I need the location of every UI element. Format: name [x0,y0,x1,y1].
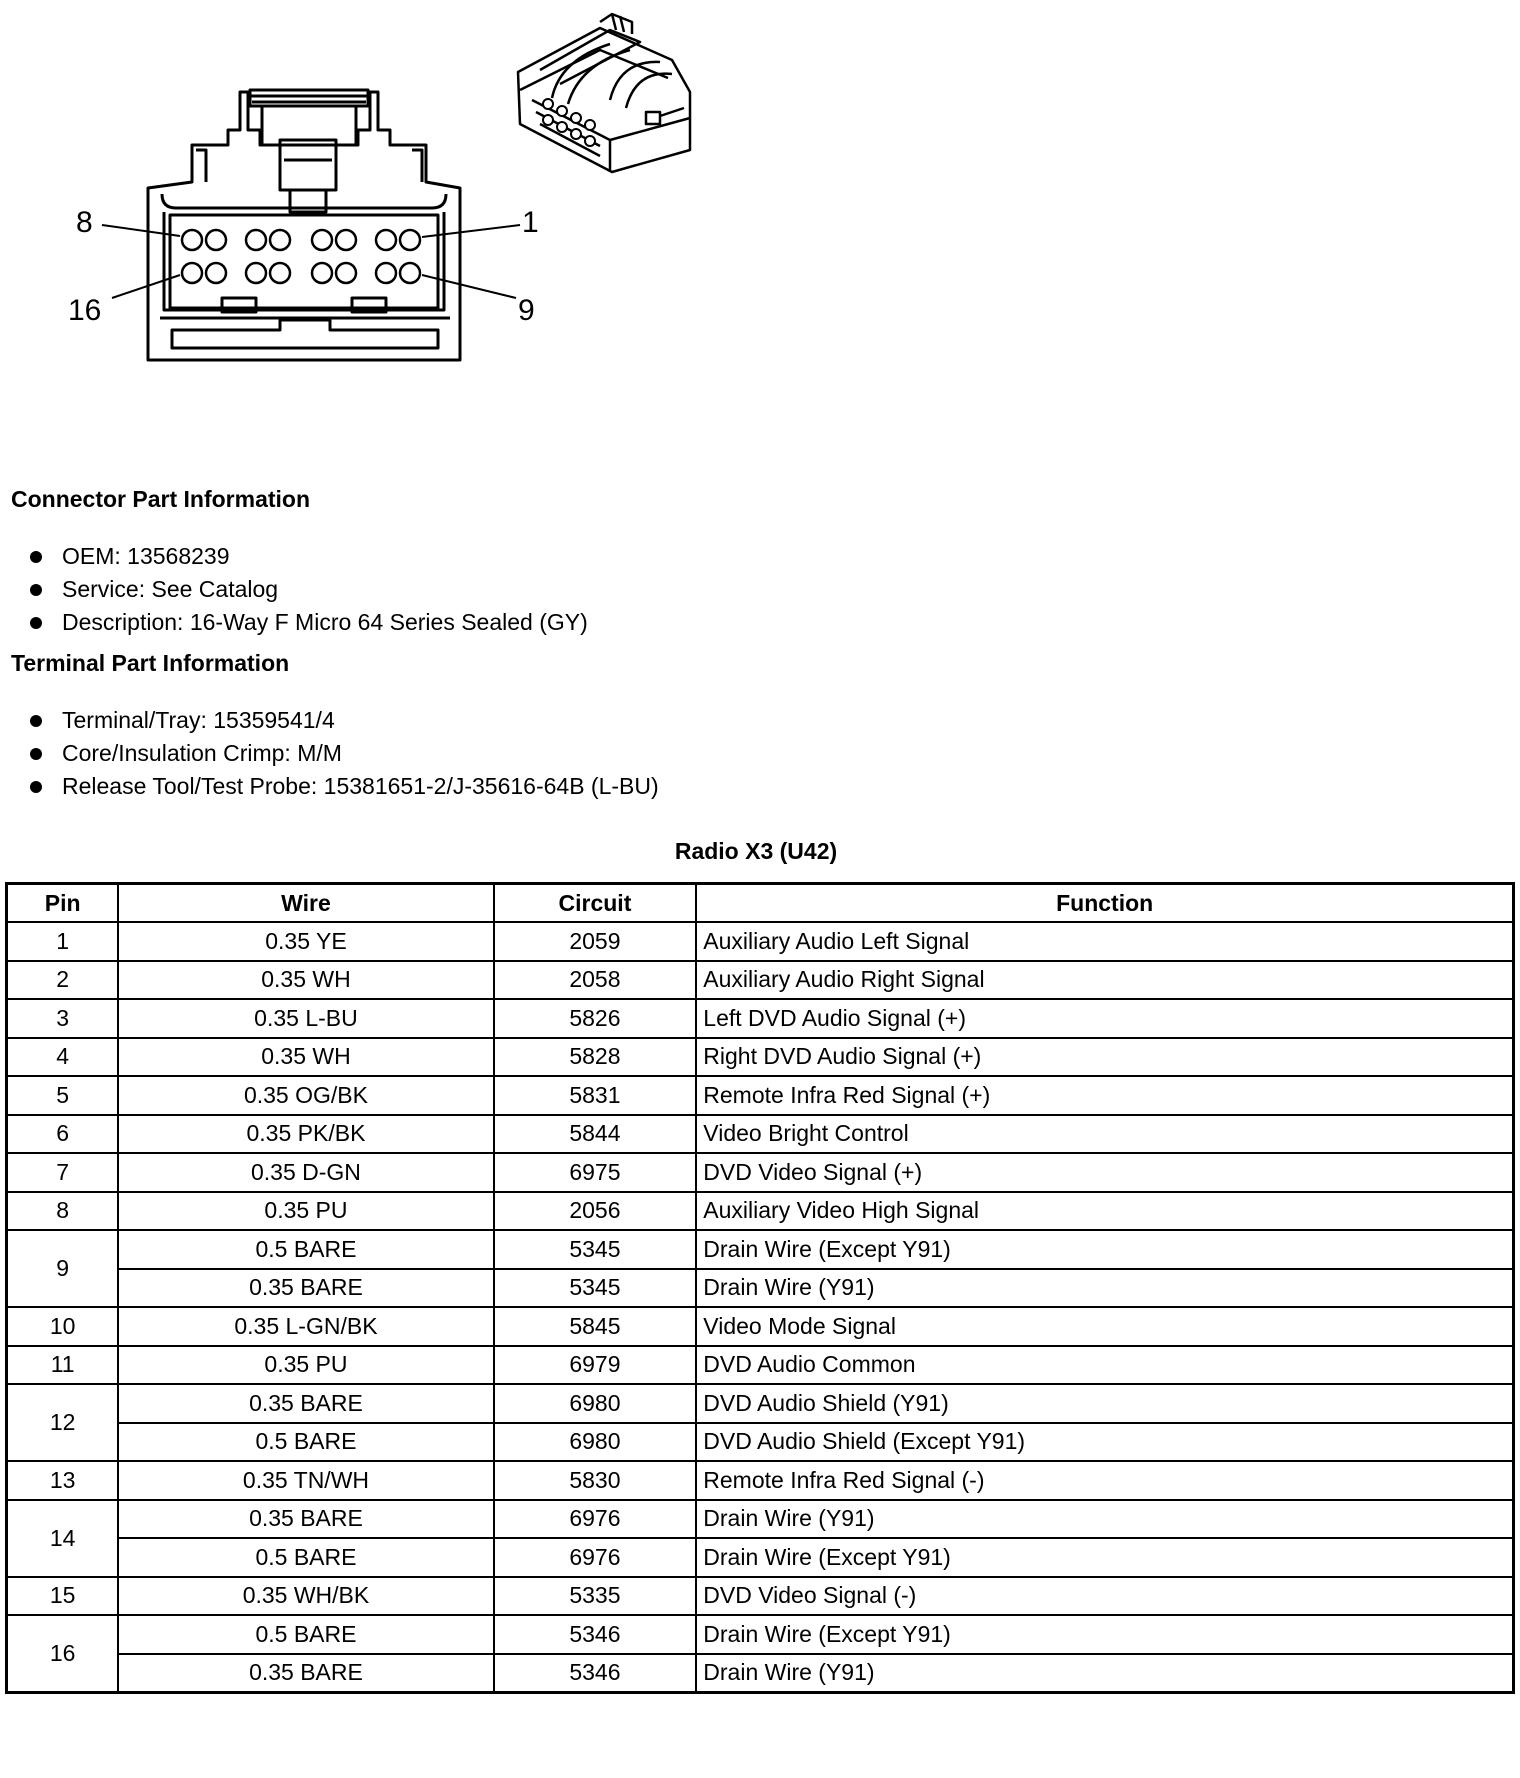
function-cell: Video Bright Control [696,1115,1513,1154]
table-row [7,1654,1514,1693]
column-header-circuit: Circuit [494,884,697,923]
cavity-row-bottom [182,263,420,283]
column-header-wire: Wire [118,884,493,923]
pin-cell: 9 [7,1230,119,1307]
pin-label-1: 1 [522,206,539,239]
circuit-cell: 5335 [494,1577,697,1616]
wire-cell: 0.35 PK/BK [118,1115,493,1154]
function-cell: DVD Audio Shield (Except Y91) [696,1423,1513,1462]
wire-cell: 0.5 BARE [118,1423,493,1462]
table-row [7,1500,1514,1539]
pin-cell: 6 [7,1115,119,1154]
wire-cell: 0.35 WH [118,1038,493,1077]
circuit-cell: 5828 [494,1038,697,1077]
column-header-pin: Pin [7,884,119,923]
wire-cell: 0.35 D-GN [118,1153,493,1192]
list-item: Core/Insulation Crimp: M/M [30,737,659,770]
pin-cell: 5 [7,1076,119,1115]
circuit-cell: 6976 [494,1538,697,1577]
pin-cell: 2 [7,961,119,1000]
circuit-cell: 5346 [494,1654,697,1693]
wire-cell: 0.35 YE [118,922,493,961]
pinout-table [5,882,1515,1694]
function-cell: DVD Video Signal (-) [696,1577,1513,1616]
pin-cell: 10 [7,1307,119,1346]
function-cell: Right DVD Audio Signal (+) [696,1038,1513,1077]
table-row [7,1346,1514,1385]
list-item: OEM: 13568239 [30,540,588,573]
circuit-cell: 5845 [494,1307,697,1346]
terminal-info-title: Terminal Part Information [11,650,290,676]
function-cell: Drain Wire (Y91) [696,1500,1513,1539]
circuit-cell: 6980 [494,1423,697,1462]
pin-cell: 12 [7,1384,119,1461]
table-row [7,1076,1514,1115]
function-cell: DVD Audio Common [696,1346,1513,1385]
list-item: Description: 16-Way F Micro 64 Series Sealed (GY) [30,606,588,639]
table-row [7,1615,1514,1654]
wire-cell: 0.35 BARE [118,1269,493,1308]
pin-cell: 14 [7,1500,119,1577]
circuit-cell: 6975 [494,1153,697,1192]
function-cell: Left DVD Audio Signal (+) [696,999,1513,1038]
function-cell: Drain Wire (Y91) [696,1654,1513,1693]
function-cell: Drain Wire (Except Y91) [696,1615,1513,1654]
table-row [7,961,1514,1000]
circuit-cell: 5346 [494,1615,697,1654]
pin-label-8: 8 [76,206,93,239]
function-cell: Remote Infra Red Signal (-) [696,1461,1513,1500]
circuit-cell: 6980 [494,1384,697,1423]
circuit-cell: 5844 [494,1115,697,1154]
circuit-cell: 2056 [494,1192,697,1231]
pin-cell: 8 [7,1192,119,1231]
wire-cell: 0.35 TN/WH [118,1461,493,1500]
wire-cell: 0.35 OG/BK [118,1076,493,1115]
pin-cell: 7 [7,1153,119,1192]
wire-cell: 0.35 BARE [118,1500,493,1539]
pin-label-16: 16 [68,294,102,327]
wire-cell: 0.35 PU [118,1346,493,1385]
connector-diagram [0,0,760,380]
circuit-cell: 2059 [494,922,697,961]
function-cell: Auxiliary Audio Left Signal [696,922,1513,961]
pin-cell: 1 [7,922,119,961]
table-row [7,999,1514,1038]
pin-cell: 11 [7,1346,119,1385]
pin-cell: 4 [7,1038,119,1077]
connector-latch [250,90,368,106]
table-row [7,1230,1514,1269]
table-row [7,1115,1514,1154]
function-cell: DVD Video Signal (+) [696,1153,1513,1192]
table-row [7,1384,1514,1423]
wire-cell: 0.5 BARE [118,1615,493,1654]
connector-info-title: Connector Part Information [11,486,311,512]
pin-cell: 15 [7,1577,119,1616]
circuit-cell: 5830 [494,1461,697,1500]
wire-cell: 0.35 BARE [118,1654,493,1693]
table-row [7,1192,1514,1231]
list-item: Service: See Catalog [30,573,588,606]
list-item: Terminal/Tray: 15359541/4 [30,704,659,737]
table-row [7,1307,1514,1346]
function-cell: Auxiliary Audio Right Signal [696,961,1513,1000]
function-cell: Auxiliary Video High Signal [696,1192,1513,1231]
pin-cell: 13 [7,1461,119,1500]
circuit-cell: 5831 [494,1076,697,1115]
pin-label-9: 9 [518,294,535,327]
table-row [7,1577,1514,1616]
pin-cell: 3 [7,999,119,1038]
table-row [7,1538,1514,1577]
function-cell: DVD Audio Shield (Y91) [696,1384,1513,1423]
circuit-cell: 5345 [494,1230,697,1269]
circuit-cell: 5345 [494,1269,697,1308]
table-title: Radio X3 (U42) [674,838,838,864]
wire-cell: 0.35 L-BU [118,999,493,1038]
connector-face [170,215,438,308]
list-item: Release Tool/Test Probe: 15381651-2/J-35616-64B (L-BU) [30,770,659,803]
connector-info-list [30,540,588,639]
table-row [7,1269,1514,1308]
table-body [7,922,1514,1692]
wire-cell: 0.35 WH/BK [118,1577,493,1616]
connector-isometric-view [518,14,690,172]
terminal-info-list [30,704,659,803]
wire-cell: 0.35 WH [118,961,493,1000]
cavity-row-top [182,230,420,250]
wire-cell: 0.5 BARE [118,1538,493,1577]
function-cell: Remote Infra Red Signal (+) [696,1076,1513,1115]
table-row [7,1153,1514,1192]
function-cell: Drain Wire (Except Y91) [696,1538,1513,1577]
function-cell: Drain Wire (Y91) [696,1269,1513,1308]
wire-cell: 0.35 L-GN/BK [118,1307,493,1346]
table-row [7,1038,1514,1077]
circuit-cell: 2058 [494,961,697,1000]
column-header-function: Function [696,884,1513,923]
pin-cell: 16 [7,1615,119,1692]
table-row [7,1461,1514,1500]
wire-cell: 0.35 PU [118,1192,493,1231]
circuit-cell: 6979 [494,1346,697,1385]
wire-cell: 0.35 BARE [118,1384,493,1423]
function-cell: Video Mode Signal [696,1307,1513,1346]
circuit-cell: 6976 [494,1500,697,1539]
table-header-row [7,884,1514,923]
function-cell: Drain Wire (Except Y91) [696,1230,1513,1269]
table-row [7,1423,1514,1462]
wire-cell: 0.5 BARE [118,1230,493,1269]
circuit-cell: 5826 [494,999,697,1038]
table-row [7,922,1514,961]
